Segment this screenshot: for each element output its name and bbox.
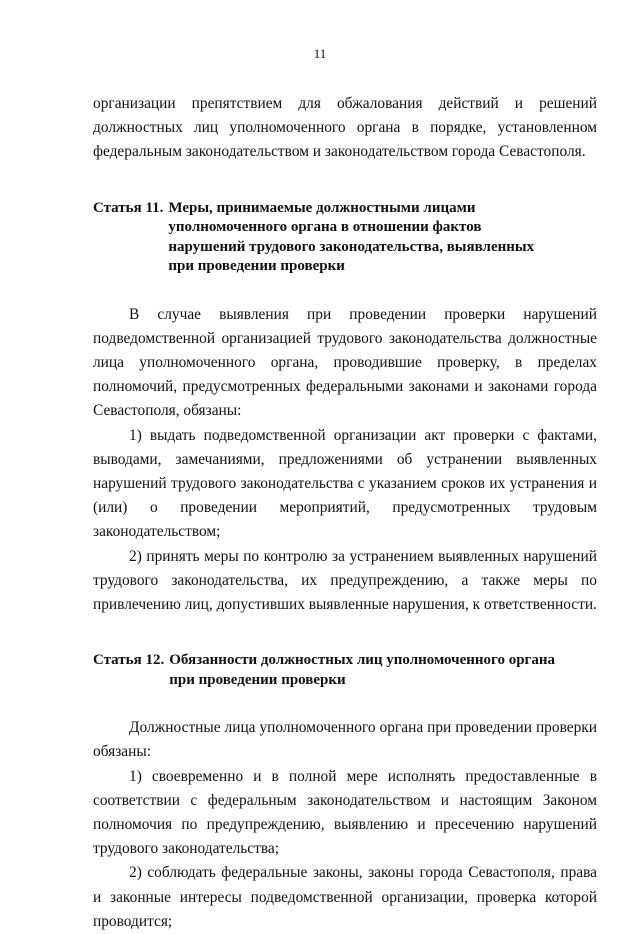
article-11-paragraph: 1) выдать подведомственной организации акт проверки с фактами, выводами, замечаниями, предложениями об устранении выявленных нарушений трудового законодательства с указанием сроков их устранения и (или) о проведении мероприятий, предусмотренных трудовым законодательством;: [93, 426, 597, 541]
article-12-paragraph: 2) соблюдать федеральные законы, законы города Севастополя, права и законные интересы подведомственной организации, проверка которой проводится;: [93, 864, 597, 930]
article-12-paragraph: 1) своевременно и в полной мере исполнять предоставленные в соответствии с федеральным законодательством и настоящим Законом полномочия по предупреждению, выявлению и пресечению нарушений трудового законодательства;: [93, 767, 597, 858]
article-12-heading: [93, 651, 597, 690]
article-12-label: Статья 12.: [93, 652, 165, 669]
article-12-paragraph: Должностные лица уполномоченного органа при проведении проверки обязаны:: [93, 719, 597, 761]
intro-paragraph: организации препятствием для обжалования действий и решений должностных лиц уполномоченного органа в порядке, установленном федеральным законодательством и законодательством города Севастополя.: [93, 95, 597, 161]
article-11-paragraph: 2) принять меры по контролю за устранением выявленных нарушений трудового законодательства, их предупреждению, а также меры по привлечению лиц, допустивших выявленные нарушения, к ответственности.: [93, 547, 597, 614]
page-number: 11: [313, 46, 327, 61]
article-11-heading: [93, 199, 597, 277]
article-12-title: Обязанности должностных лиц уполномоченного органа при проведении проверки: [169, 652, 555, 688]
article-11-title: Меры, принимаемые должностными лицами уполномоченного органа в отношении фактов нарушений трудового законодательства, выявленных при проведении проверки: [168, 199, 535, 275]
article-11-label: Статья 11.: [93, 199, 164, 216]
article-11-paragraph: В случае выявления при проведении проверки нарушений подведомственной организацией трудового законодательства должностные лица уполномоченного органа, проводившие проверку, в пределах полномочий, предусмотренных федеральными законами и законами города Севастополя, обязаны:: [93, 305, 597, 420]
document-body: [93, 92, 597, 934]
